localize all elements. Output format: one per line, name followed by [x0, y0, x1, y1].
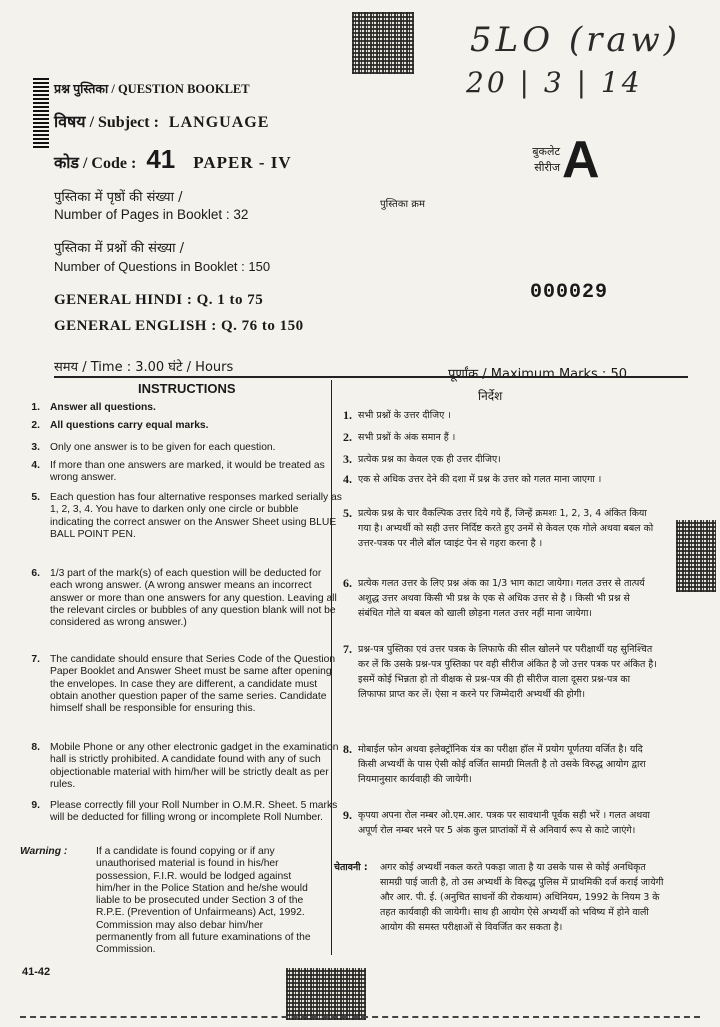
instruction-hi-text: प्रत्येक गलत उत्तर के लिए प्रश्न अंक का 1/3 भाग काटा जायेगा। गलत उत्तर से तात्पर्य अशुद्ध उत्तर अथवा किसी भी प्रश्न के एक से अधिक उत्तर से है । किसी भी प्रश्न से संबंधित गोले या बबल को खाली छोड़ना गलत उत्तर नहीं माना जायेगा।: [358, 578, 645, 619]
max-marks: पूर्णांक / Maximum Marks : 50: [448, 367, 627, 382]
side-marker-strip: [33, 76, 49, 148]
warning-hi-label: चेतावनी :: [334, 862, 368, 873]
instruction-hi-text: एक से अधिक उत्तर देने की दशा में प्रश्न के उत्तर को गलत माना जाएगा ।: [358, 474, 602, 485]
time-rule: [54, 376, 688, 378]
warning-en-label: Warning :: [20, 846, 68, 857]
subject-value: LANGUAGE: [168, 114, 270, 131]
instruction-hi-text: प्रत्येक प्रश्न के चार वैकल्पिक उत्तर दिये गये हैं, जिन्हें क्रमशः 1, 2, 3, 4 अंकित किया गया है। अभ्यर्थी को सही उत्तर निर्दिष्ट करते हुए उनमें से केवल एक गोले अथवा बबल को उत्तर-पत्रक पर नीले बॉल प्वाइंट पेन से गहरा करना है ।: [358, 508, 654, 549]
instruction-hi-num: 7.: [343, 642, 352, 656]
footer-dashes: [20, 1016, 700, 1018]
instruction-en-text: All questions carry equal marks.: [50, 420, 209, 431]
instruction-hi-num: 6.: [343, 576, 352, 590]
instruction-en-num: 6.: [31, 568, 40, 579]
barcode-top: [352, 12, 414, 74]
instruction-en-num: 8.: [31, 742, 40, 753]
instruction-hi-text: प्रश्न-पत्र पुस्तिका एवं उत्तर पत्रक के लिफाफे की सील खोलने पर परीक्षार्थी यह सुनिश्चित कर लें कि उसके प्रश्न-पत्र पुस्तिका पर वही सीरीज अंकित है जो उत्तर पत्रक पर अंकित है। इसमें कोई भिन्नता हो तो वीक्षक से प्रश्न-पत्र की ही सीरीज वाला दूसरा प्रश्न-पत्र का लिफाफा प्राप्त कर लें। ऐसा न करने पर जिम्मेदारी अभ्यर्थी की होगी।: [358, 644, 657, 700]
instruction-hi-num: 9.: [343, 808, 352, 822]
subject-line: [54, 110, 269, 132]
instruction-hi-num: 3.: [343, 452, 352, 466]
serial-number: 000029: [530, 281, 609, 304]
code-line: [54, 144, 292, 175]
booklet-series-letter: A: [562, 131, 600, 189]
questions-label-hi: पुस्तिका में प्रश्नों की संख्या /: [54, 241, 184, 256]
instruction-hi-text: प्रत्येक प्रश्न का केवल एक ही उत्तर दीजिए।: [358, 454, 501, 465]
code-prefix: कोड / Code :: [54, 155, 137, 172]
instructions-hi-title: निर्देश: [478, 389, 503, 403]
handwritten-note-1: 5LO (raw): [470, 20, 682, 60]
instruction-en-num: 4.: [31, 460, 40, 471]
instruction-hi-num: 2.: [343, 430, 352, 444]
instruction-en-num: 5.: [31, 492, 40, 503]
instruction-hi-text: सभी प्रश्नों के उत्तर दीजिए ।: [358, 410, 451, 421]
pages-label-hi: पुस्तिका में पृष्ठों की संख्या /: [54, 190, 183, 205]
booklet-label: प्रश्न पुस्तिका / QUESTION BOOKLET: [54, 82, 250, 96]
section-hindi: GENERAL HINDI : Q. 1 to 75: [54, 292, 264, 308]
warning-en-text: If a candidate is found copying or if any unauthorised material is found in his/her possession, F.I.R. would be lodged against him/her in the Police Station and he/she would liable to be prosecuted under Section 3 of the R.P.E. (Prevention of Unfairmeans) Act, 1992. Commission may also debar him/her permanently from all future examinations of the Commission.: [96, 846, 311, 956]
warning-hi-text: अगर कोई अभ्यर्थी नकल करते पकड़ा जाता है या उसके पास से कोई अनधिकृत सामग्री पाई जाती है, तो उस अभ्यर्थी के विरुद्ध पुलिस में प्राथमिकी दर्ज कराई जायेगी और आर. पी. ई. (अनुचित साधनों की रोकथाम) अधिनियम, 1992 के नियम 3 के तहत कार्यवाही की जायेगी। साथ ही आयोग ऐसे अभ्यर्थी को भविष्य में होने वाली आयोग की समस्त परीक्षाओं से विवर्जित कर सकता है।: [380, 862, 664, 933]
subject-prefix: विषय / Subject :: [54, 114, 159, 131]
instruction-en-text: Answer all questions.: [50, 402, 156, 413]
instruction-en-text: Mobile Phone or any other electronic gadget in the examination hall is strictly prohibited. A candidate found with any of such objectionable material with him/her will be strictly dealt as per rules.: [50, 742, 339, 790]
instruction-en-text: Please correctly fill your Roll Number in O.M.R. Sheet. 5 marks will be deducted for filling wrong or incomplete Roll Number.: [50, 800, 338, 824]
instruction-en-num: 3.: [31, 442, 40, 453]
instruction-en-text: If more than one answers are marked, it would be treated as wrong answer.: [50, 460, 325, 484]
booklet-number-label: पुस्तिका क्रम: [380, 199, 425, 210]
barcode-bottom: [286, 968, 366, 1020]
instruction-en-num: 2.: [31, 420, 40, 431]
instruction-hi-text: मोबाईल फोन अथवा इलेक्ट्रॉनिक यंत्र का परीक्षा हॉल में प्रयोग पूर्णतया वर्जित है। यदि किसी अभ्यर्थी के पास ऐसी कोई वर्जित सामग्री मिलती है तो उसके विरुद्ध आयोग द्वारा नियमानुसार कार्यवाही की जायेगी।: [358, 744, 646, 785]
handwritten-note-2: 20 | 3 | 14: [466, 66, 643, 99]
instruction-en-num: 9.: [31, 800, 40, 811]
booklet-series-label: [514, 144, 560, 176]
booklet-series-label-2: सीरीज: [534, 161, 560, 174]
instructions-hi: [334, 404, 674, 964]
instruction-en-text: Only one answer is to be given for each question.: [50, 442, 276, 453]
time-label: समय / Time : 3.00 घंटे / Hours: [54, 360, 234, 375]
instruction-en-text: Each question has four alternative responses marked serially as 1, 2, 3, 4. You have to darken only one circle or bubble indicating the correct answer on the Answer Sheet using BLUE BALL POINT PEN.: [50, 492, 342, 540]
pages-label-en: Number of Pages in Booklet : 32: [54, 207, 249, 222]
section-english: GENERAL ENGLISH : Q. 76 to 150: [54, 318, 304, 334]
code-value: 41: [146, 144, 176, 174]
instruction-en-num: 7.: [31, 654, 40, 665]
booklet-series-label-1: बुकलेट: [532, 145, 560, 158]
instruction-en-text: 1/3 part of the mark(s) of each question will be deducted for each wrong answer. (A wrong answer means an incorrect answer or more than one answers for any question. Leaving all the relevant circles or bubbles of any question blank will not be considered as wrong answer.): [50, 568, 337, 629]
instruction-en-num: 1.: [31, 402, 40, 413]
instructions-title: INSTRUCTIONS: [138, 381, 236, 396]
instruction-hi-num: 8.: [343, 742, 352, 756]
instruction-hi-num: 4.: [343, 472, 352, 486]
instructions-en: [20, 400, 342, 960]
instruction-hi-text: कृपया अपना रोल नम्बर ओ.एम.आर. पत्रक पर सावधानी पूर्वक सही भरें । गलत अथवा अपूर्ण रोल नम्बर भरने पर 5 अंक कुल प्राप्तांकों में से अनिवार्य रूप से काटे जाएंगे।: [358, 810, 650, 836]
paper-label: PAPER - IV: [193, 153, 292, 172]
instruction-en-text: The candidate should ensure that Series Code of the Question Paper Booklet and Answer Sheet must be same after opening the envelopes. In case they are different, a candidate must obtain another question paper of the same series. Candidate himself shall be responsible for ensuring this.: [50, 654, 336, 715]
instruction-hi-num: 1.: [343, 408, 352, 422]
page-code: 41-42: [22, 966, 51, 978]
instruction-hi-num: 5.: [343, 506, 352, 520]
barcode-right: [676, 520, 716, 592]
instruction-hi-text: सभी प्रश्नों के अंक समान हैं ।: [358, 432, 456, 443]
questions-label-en: Number of Questions in Booklet : 150: [54, 259, 271, 274]
